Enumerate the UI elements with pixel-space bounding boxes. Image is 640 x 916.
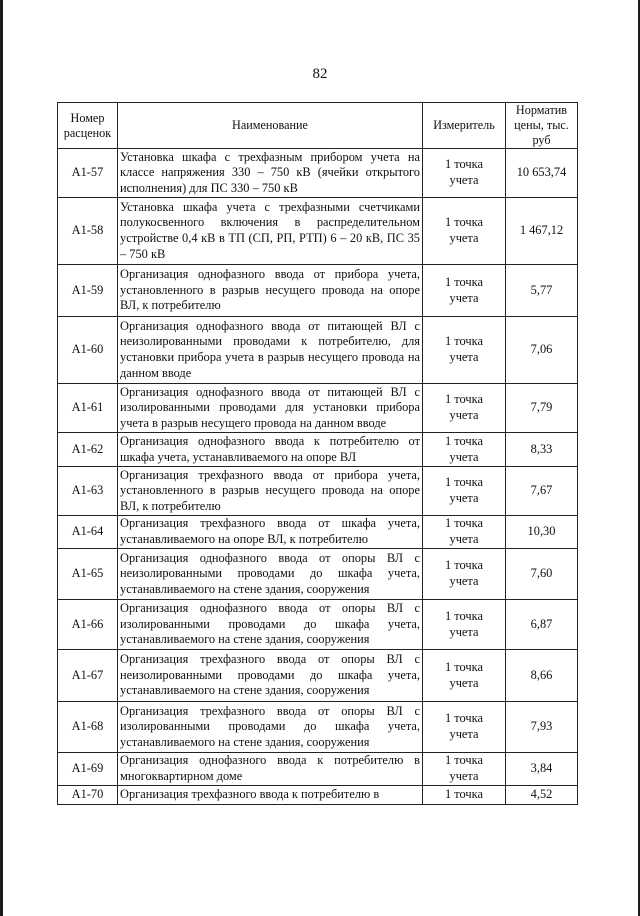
unit-word: учета bbox=[449, 231, 479, 245]
row-name: Организация трехфазного ввода к потребителю в bbox=[118, 786, 423, 805]
header-name: Наименование bbox=[118, 103, 423, 149]
row-name: Организация однофазного ввода от питающей ВЛ с изолированными проводами для установки прибора учета в разрыв несущего провода на данном вводе bbox=[118, 384, 423, 433]
unit-count: 1 точка bbox=[445, 558, 483, 573]
row-name: Организация однофазного ввода от питающей ВЛ с неизолированными проводами к потребителю, для установки прибора учета в разрыв несущего провода на данном вводе bbox=[118, 317, 423, 384]
unit-word: учета bbox=[449, 173, 479, 187]
row-norm: 6,87 bbox=[506, 600, 578, 650]
row-norm: 8,33 bbox=[506, 433, 578, 467]
header-unit: Измеритель bbox=[423, 103, 506, 149]
row-code: А1-58 bbox=[58, 198, 118, 265]
unit-word: учета bbox=[449, 727, 479, 741]
row-norm: 5,77 bbox=[506, 265, 578, 317]
row-unit bbox=[423, 265, 506, 317]
row-unit bbox=[423, 516, 506, 549]
row-name: Организация однофазного ввода к потребителю от шкафа учета, устанавливаемого на опоре ВЛ bbox=[118, 433, 423, 467]
table-row bbox=[58, 265, 578, 317]
page-edge-left bbox=[0, 0, 3, 916]
unit-count: 1 точка bbox=[445, 608, 483, 623]
table-row bbox=[58, 650, 578, 702]
row-name: Организация трехфазного ввода от опоры ВЛ с неизолированными проводами до шкафа учета, устанавливаемого на стене здания, сооружения bbox=[118, 650, 423, 702]
row-unit bbox=[423, 786, 506, 805]
table-row bbox=[58, 549, 578, 600]
unit-count: 1 точка bbox=[445, 711, 483, 726]
row-code: А1-57 bbox=[58, 149, 118, 198]
row-norm: 7,67 bbox=[506, 467, 578, 516]
row-code: А1-70 bbox=[58, 786, 118, 805]
row-norm: 7,93 bbox=[506, 702, 578, 753]
row-unit bbox=[423, 650, 506, 702]
row-norm: 1 467,12 bbox=[506, 198, 578, 265]
unit-word: учета bbox=[449, 574, 479, 588]
unit-count: 1 точка bbox=[445, 433, 483, 448]
row-name: Организация однофазного ввода от прибора учета, установленного в разрыв несущего провода на опоре ВЛ, к потребителю bbox=[118, 265, 423, 317]
row-name: Организация однофазного ввода от опоры ВЛ с изолированными проводами до шкафа учета, устанавливаемого на стене здания, сооружения bbox=[118, 600, 423, 650]
row-unit bbox=[423, 317, 506, 384]
row-name: Организация однофазного ввода к потребителю в многоквартирном доме bbox=[118, 753, 423, 786]
unit-count: 1 точка bbox=[445, 787, 483, 802]
header-code: Номер расценок bbox=[58, 103, 118, 149]
table-row bbox=[58, 786, 578, 805]
table-row bbox=[58, 753, 578, 786]
rates-table bbox=[57, 102, 578, 805]
row-name: Организация трехфазного ввода от шкафа учета, устанавливаемого на опоре ВЛ, к потребителю bbox=[118, 516, 423, 549]
table-row bbox=[58, 467, 578, 516]
row-norm: 3,84 bbox=[506, 753, 578, 786]
row-norm: 7,79 bbox=[506, 384, 578, 433]
row-unit bbox=[423, 753, 506, 786]
row-code: А1-66 bbox=[58, 600, 118, 650]
unit-word: учета bbox=[449, 769, 479, 783]
row-unit bbox=[423, 149, 506, 198]
row-code: А1-59 bbox=[58, 265, 118, 317]
row-unit bbox=[423, 702, 506, 753]
table-row bbox=[58, 433, 578, 467]
header-norm: Норматив цены, тыс. руб bbox=[506, 103, 578, 149]
table-row bbox=[58, 600, 578, 650]
unit-count: 1 точка bbox=[445, 157, 483, 172]
unit-count: 1 точка bbox=[445, 392, 483, 407]
row-norm: 7,06 bbox=[506, 317, 578, 384]
table-row bbox=[58, 702, 578, 753]
unit-count: 1 точка bbox=[445, 274, 483, 289]
row-name: Установка шкафа учета с трехфазными счетчиками полукосвенного включения в распределительном устройстве 0,4 кВ в ТП (СП, РП, РТП) 6 – 20 кВ, ПС 35 – 750 кВ bbox=[118, 198, 423, 265]
row-code: А1-61 bbox=[58, 384, 118, 433]
row-code: А1-67 bbox=[58, 650, 118, 702]
unit-word: учета bbox=[449, 408, 479, 422]
row-norm: 7,60 bbox=[506, 549, 578, 600]
unit-count: 1 точка bbox=[445, 753, 483, 768]
row-name: Организация однофазного ввода от опоры ВЛ с неизолированными проводами до шкафа учета, устанавливаемого на стене здания, сооружения bbox=[118, 549, 423, 600]
row-code: А1-65 bbox=[58, 549, 118, 600]
row-name: Организация трехфазного ввода от опоры ВЛ с изолированными проводами до шкафа учета, устанавливаемого на стене здания, сооружения bbox=[118, 702, 423, 753]
row-name: Установка шкафа с трехфазным прибором учета на классе напряжения 330 – 750 кВ (ячейки открытого исполнения) для ПС 330 – 750 кВ bbox=[118, 149, 423, 198]
row-code: А1-63 bbox=[58, 467, 118, 516]
row-unit bbox=[423, 467, 506, 516]
row-code: А1-64 bbox=[58, 516, 118, 549]
table-row bbox=[58, 149, 578, 198]
row-code: А1-60 bbox=[58, 317, 118, 384]
row-code: А1-69 bbox=[58, 753, 118, 786]
row-unit bbox=[423, 600, 506, 650]
table-header-row bbox=[58, 103, 578, 149]
table-row bbox=[58, 516, 578, 549]
unit-word: учета bbox=[449, 449, 479, 464]
row-code: А1-62 bbox=[58, 433, 118, 467]
unit-count: 1 точка bbox=[445, 659, 483, 674]
unit-word: учета bbox=[449, 290, 479, 305]
page-number: 82 bbox=[312, 66, 328, 82]
row-unit bbox=[423, 198, 506, 265]
row-norm: 10 653,74 bbox=[506, 149, 578, 198]
unit-count: 1 точка bbox=[445, 475, 483, 490]
table-row bbox=[58, 317, 578, 384]
row-code: А1-68 bbox=[58, 702, 118, 753]
unit-word: учета bbox=[449, 491, 479, 505]
row-norm: 4,52 bbox=[506, 786, 578, 805]
row-norm: 8,66 bbox=[506, 650, 578, 702]
unit-count: 1 точка bbox=[445, 215, 483, 230]
unit-count: 1 точка bbox=[445, 334, 483, 349]
unit-word: учета bbox=[449, 350, 479, 364]
row-norm: 10,30 bbox=[506, 516, 578, 549]
unit-word: учета bbox=[449, 624, 479, 639]
unit-word: учета bbox=[449, 675, 479, 690]
unit-count: 1 точка bbox=[445, 516, 483, 531]
table-row bbox=[58, 198, 578, 265]
table-row bbox=[58, 384, 578, 433]
unit-word: учета bbox=[449, 532, 479, 546]
row-unit bbox=[423, 384, 506, 433]
row-name: Организация трехфазного ввода от прибора учета, установленного в разрыв несущего провода на опоре ВЛ, к потребителю bbox=[118, 467, 423, 516]
row-unit bbox=[423, 549, 506, 600]
row-unit bbox=[423, 433, 506, 467]
